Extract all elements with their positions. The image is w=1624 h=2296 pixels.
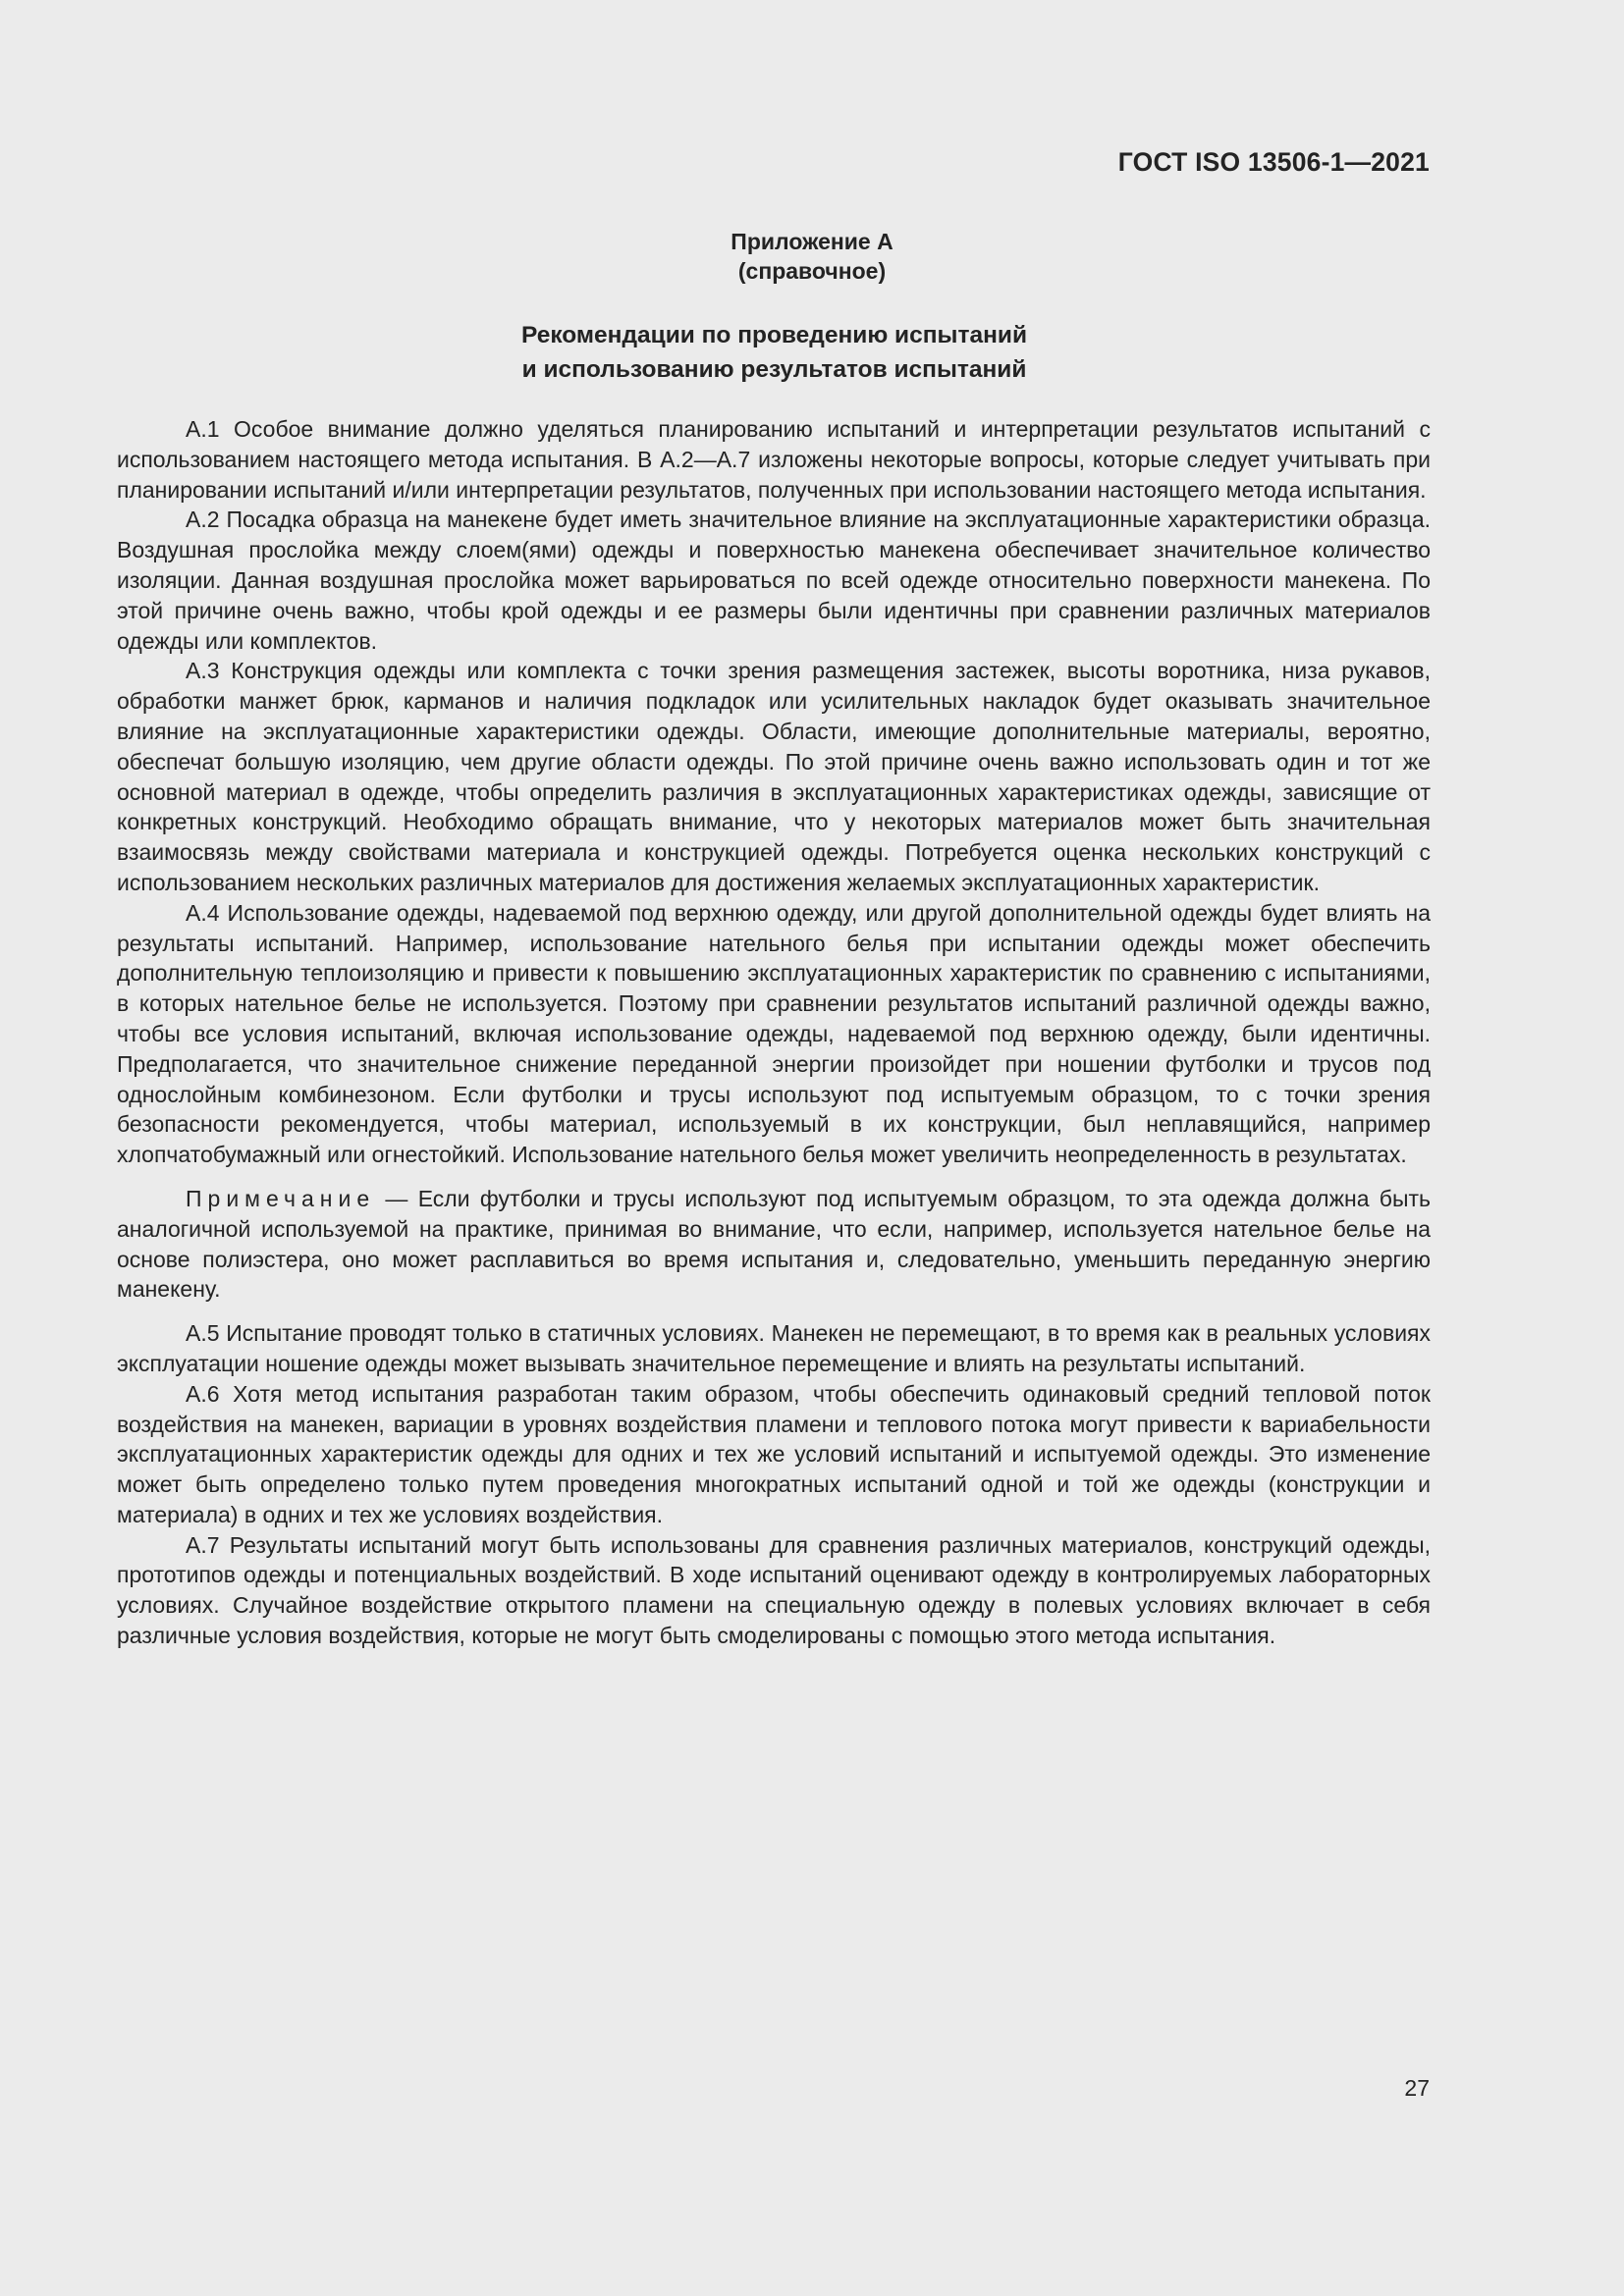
paragraph-a5: А.5 Испытание проводят только в статичных условиях. Манекен не перемещают, в то время как в реальных условиях эксплуатации ношение одежды может вызывать значительное перемещение и влиять на результаты испытаний. xyxy=(117,1320,1431,1376)
paragraph-a1: А.1 Особое внимание должно уделяться планированию испытаний и интерпретации результатов испытаний с использованием настоящего метода испытания. В А.2—А.7 изложены некоторые вопросы, которые следует учитывать при планировании испытаний и/или интерпретации результатов, полученных при использовании настоящего метода испытания. xyxy=(117,416,1431,503)
annex-title xyxy=(0,318,1548,387)
note-text: — Если футболки и трусы используют под испытуемым образцом, то эта одежда должна быть аналогичной используемой на практике, принимая во внимание, что если, например, используется нательное белье на основе полиэстера, оно может расплавиться во время испытания и, следовательно, уменьшить переданную энергию манекену. xyxy=(117,1185,1431,1303)
note-label: Примечание xyxy=(186,1185,376,1211)
paragraph-a6: А.6 Хотя метод испытания разработан таким образом, чтобы обеспечить одинаковый средний тепловой поток воздействия на манекен, вариации в уровнях воздействия пламени и теплового потока могут привести к вариабельности эксплуатационных характеристик одежды для одних и тех же условий испытаний и испытуемой одежды. Это изменение может быть определено только путем проведения многократных испытаний одной и той же одежды (конструкции и материала) в одних и тех же условиях воздействия. xyxy=(117,1380,1431,1527)
annex-label: Приложение А xyxy=(731,229,893,254)
paragraph-a3: А.3 Конструкция одежды или комплекта с точки зрения размещения застежек, высоты воротника, низа рукавов, обработки манжет брюк, карманов и наличия подкладок или усилительных накладок будет оказывать значительное влияние на эксплуатационные характеристики одежды. Области, имеющие дополнительные материалы, вероятно, обеспечат большую изоляцию, чем другие области одежды. По этой причине очень важно использовать один и тот же основной материал в одежде, чтобы определить различия в эксплуатационных характеристиках одежды, зависящие от конкретных конструкций. Необходимо обращать внимание, что у некоторых материалов может быть значительная взаимосвязь между свойствами материала и конструкцией одежды. Потребуется оценка нескольких конструкций с использованием нескольких различных материалов для достижения желаемых эксплуатационных характеристик. xyxy=(117,658,1431,895)
annex-body xyxy=(117,414,1431,1651)
page-number: 27 xyxy=(1404,2075,1430,2101)
paragraph-a7: А.7 Результаты испытаний могут быть использованы для сравнения различных материалов, конструкций одежды, прототипов одежды и потенциальных воздействий. В ходе испытаний оценивают одежду в контролируемых лабораторных условиях. Случайное воздействие открытого пламени на специальную одежду в полевых условиях включает в себя различные условия воздействия, которые не могут быть смоделированы с помощью этого метода испытания. xyxy=(117,1531,1431,1649)
annex-heading xyxy=(0,227,1624,286)
annex-title-line-2: и использованию результатов испытаний xyxy=(521,356,1027,383)
paragraph-a4: А.4 Использование одежды, надеваемой под верхнюю одежду, или другой дополнительной одежды будет влиять на результаты испытаний. Например, использование нательного белья при испытании одежды может обеспечить дополнительную теплоизоляцию и привести к повышению эксплуатационных характеристик по сравнению с испытаниями, в которых нательное белье не используется. Поэтому при сравнении результатов испытаний различной одежды важно, чтобы все условия испытаний, включая использование одежды, надеваемой под верхнюю одежду, были идентичны. Предполагается, что значительное снижение переданной энергии произойдет при ношении футболки и трусов под однослойным комбинезоном. Если футболки и трусы используют под испытуемым образцом, то с точки зрения безопасности рекомендуется, чтобы материал, используемый в их конструкции, был неплавящийся, например хлопчатобумажный или огнестойкий. Использование нательного белья может увеличить неопределенность в результатах. xyxy=(117,899,1431,1168)
note-paragraph xyxy=(117,1184,1431,1305)
document-code: ГОСТ ISO 13506-1—2021 xyxy=(1117,147,1430,177)
annex-title-line-1: Рекомендации по проведению испытаний xyxy=(520,322,1028,348)
paragraph-a2: А.2 Посадка образца на манекене будет иметь значительное влияние на эксплуатационные характеристики образца. Воздушная прослойка между слоем(ями) одежды и поверхностью манекена обеспечивает значительное количество изоляции. Данная воздушная прослойка может варьироваться по всей одежде относительно поверхности манекена. По этой причине очень важно, чтобы крой одежды и ее размеры были идентичны при сравнении различных материалов одежды или комплектов. xyxy=(117,507,1431,654)
annex-type: (справочное) xyxy=(737,258,887,284)
